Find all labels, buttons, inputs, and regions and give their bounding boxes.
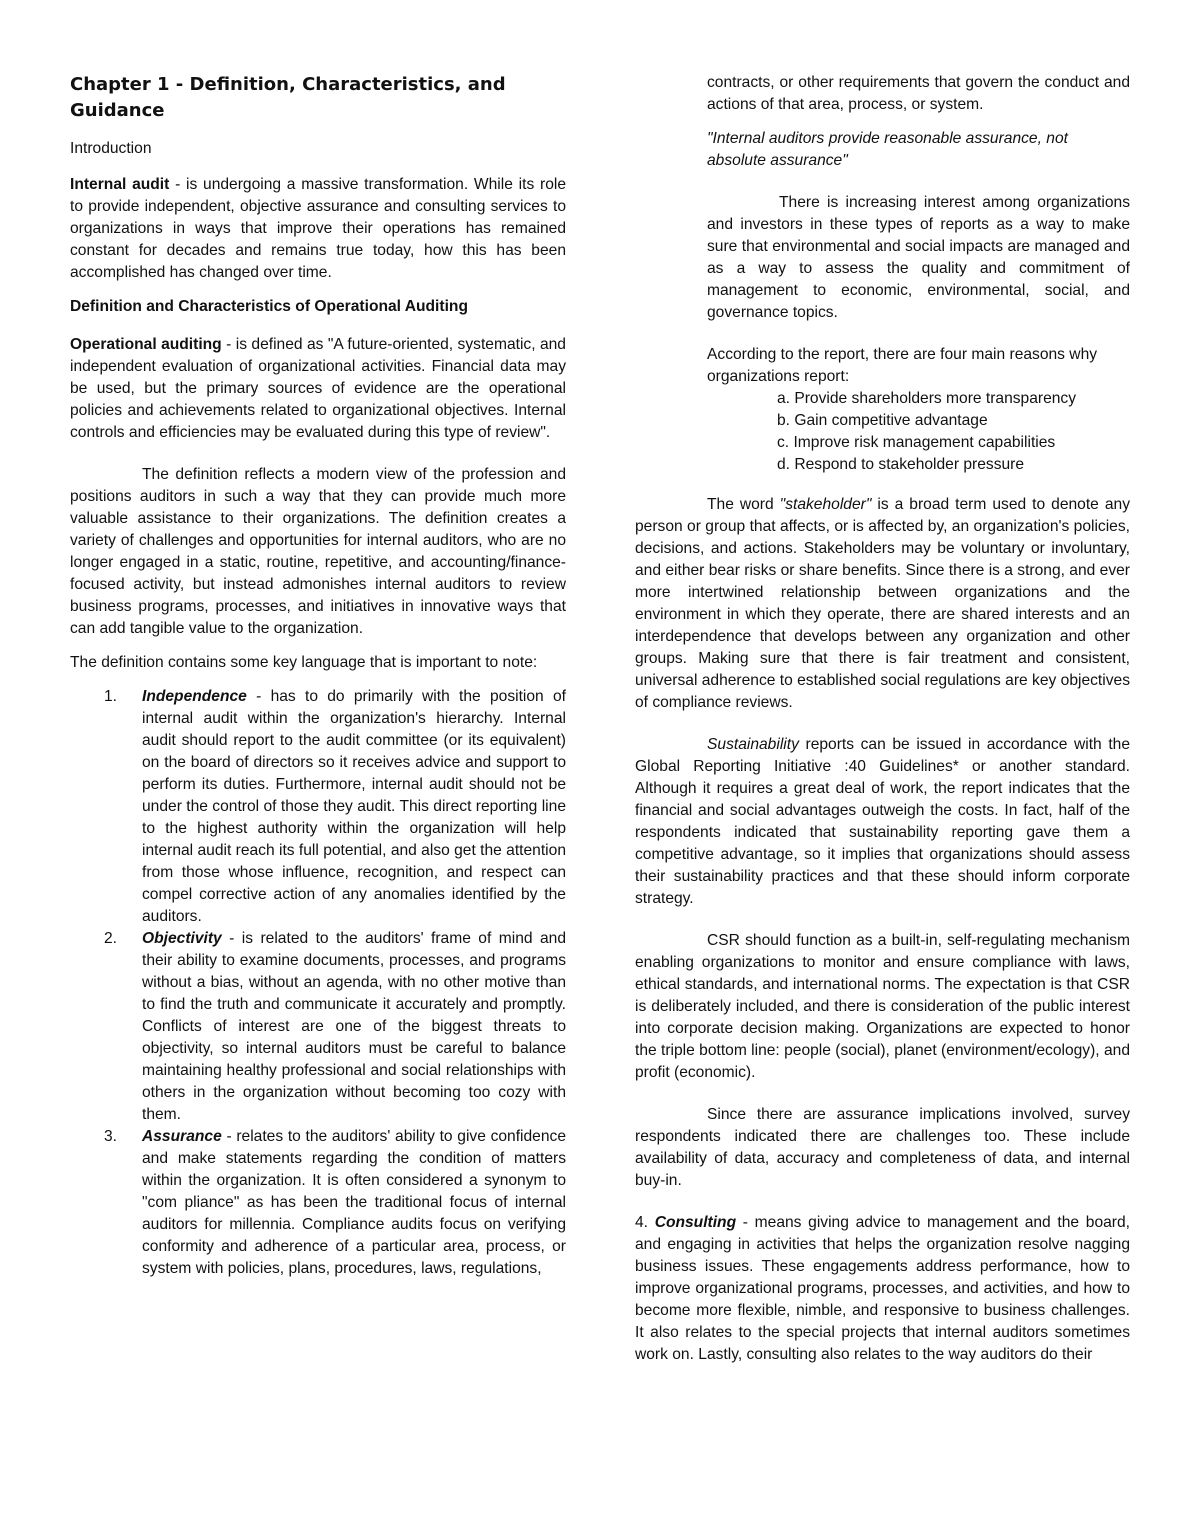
right-column [635,72,1130,1378]
reasons-list [635,388,1130,476]
consulting-number: 4. [635,1214,655,1231]
csr-paragraph: CSR should function as a built-in, self-regulating mechanism enabling organizations to monitor and ensure compliance with laws, ethical standards, and international norms. The expectation is that CSR is deliberately included, and there is consideration of the public interest into corporate decision making. Organizations are expected to honor the triple bottom line: people (social), planet (environment/ecology), and profit (economic). [635,932,1130,1081]
operational-auditing-term: Operational auditing [70,336,222,353]
interest-paragraph: There is increasing interest among organizations and investors in these types of reports as a way to make sure that environmental and social impacts are managed and as a way to assess the quality and commitment of management to economic, environmental, social, and governance topics. [707,194,1130,321]
internal-audit-term: Internal audit [70,176,170,193]
stakeholder-lead: The word [707,496,780,513]
list-item-objectivity [70,928,566,1126]
operational-auditing-paragraph [70,334,566,444]
reason-item: c. Improve risk management capabilities [777,434,1056,451]
assurance-text: - relates to the auditors' ability to give confidence and make statements regarding the condition of matters within the organization. It is often considered a synonym to "com pliance" as has been the traditional focus of internal auditors for millennia. Compliance audits focus on verifying conformity and adherence of a particular area, process, or system with policies, plans, procedures, laws, regulations, [142,1128,566,1277]
report-intro-paragraph: According to the report, there are four main reasons why organizations report: [707,346,1098,385]
key-language-list [70,686,566,1280]
objectivity-term: Objectivity [142,930,222,947]
independence-term: Independence [142,688,247,705]
definition-reflects-paragraph: The definition reflects a modern view of the profession and positions auditors in such a way that they can provide much more valuable assistance to their organizations. The definition creates a variety of challenges and opportunities for internal auditors, who are no longer engaged in a static, routine, repetitive, and accounting/finance-focused activity, but instead admonishes internal auditors to review business programs, processes, and initiatives in innovative ways that can add tangible value to the organization. [70,466,566,637]
internal-audit-paragraph [70,174,566,284]
list-number: 1. [104,688,118,705]
consulting-paragraph [635,1212,1130,1366]
left-column [70,72,566,1280]
stakeholder-paragraph [635,494,1130,714]
objectivity-text: - is related to the auditors' frame of mind and their ability to examine documents, processes, and programs without a bias, without an agenda, with no other motive than to find the truth and communicate it accurately and promptly. Conflicts of interest are one of the biggest threats to objectivity, so internal auditors must be careful to balance maintaining healthy professional and social relationships with others in the organization without becoming too cozy with them. [142,930,566,1123]
assurance-term: Assurance [142,1128,222,1145]
key-language-paragraph: The definition contains some key language that is important to note: [70,654,538,671]
stakeholder-term: "stakeholder" [779,496,872,513]
consulting-text: - means giving advice to management and the board, and engaging in activities that helps the organization resolve nagging business issues. These engagements address performance, how to improve organizational programs, processes, and activities, and how to become more flexible, nimble, and responsive to business challenges. It also relates to the special projects that internal auditors sometimes work on. Lastly, consulting also relates to the way auditors do their [635,1214,1130,1363]
list-number: 2. [104,930,118,947]
intro-label: Introduction [70,140,152,157]
list-item-assurance [70,1126,566,1280]
list-item-independence [70,686,566,928]
list-number: 3. [104,1128,118,1145]
independence-text: - has to do primarily with the position of internal audit within the organization's hierarchy. Internal audit should report to the audit committee (or its equivalent) on the board of directors so it receives advice and support to perform its duties. Furthermore, internal audit should not be under the control of those they audit. This direct reporting line to the highest authority within the organization will help internal audit reach its full potential, and also get the attention from those whose influence, recognition, and respect can compel corrective action of any anomalies identified by the auditors. [142,688,566,925]
assurance-quote: "Internal auditors provide reasonable assurance, not absolute assurance" [707,130,1068,169]
operational-auditing-text: - is defined as "A future-oriented, systematic, and independent evaluation of organizational activities. Financial data may be used, but the primary sources of evidence are the operational policies and achievements related to organizational objectives. Internal controls and efficiencies may be evaluated during this type of review". [70,336,566,441]
consulting-term: Consulting [654,1214,737,1231]
chapter-title: Chapter 1 - Definition, Characteristics, and Guidance [70,74,506,121]
sustainability-term: Sustainability [707,736,799,753]
reason-item: b. Gain competitive advantage [777,412,988,429]
internal-audit-text: - is undergoing a massive transformation. While its role to provide independent, objective assurance and consulting services to organizations in ways that improve their operations has remained constant for decades and remains true today, how this has been accomplished has changed over time. [70,176,567,281]
sustainability-paragraph [635,734,1130,910]
sustainability-text: reports can be issued in accordance with the Global Reporting Initiative :40 Guidelines* or another standard. Although it requires a great deal of work, the report indicates that the financial and social advantages outweigh the costs. In fact, half of the respondents indicated that sustainability reporting gave them a competitive advantage, so it implies that organizations should assess their sustainability practices and that these should inform corporate strategy. [635,736,1130,907]
reason-item: a. Provide shareholders more transparency [777,390,1077,407]
assurance-implications-paragraph: Since there are assurance implications involved, survey respondents indicated there are challenges too. These include availability of data, accuracy and completeness of data, and internal buy-in. [635,1106,1130,1189]
continuation-paragraph: contracts, or other requirements that govern the conduct and actions of that area, process, or system. [707,74,1130,113]
section-heading: Definition and Characteristics of Operational Auditing [70,298,468,315]
stakeholder-text: is a broad term used to denote any person or group that affects, or is affected by, an organization's policies, decisions, and actions. Stakeholders may be voluntary or involuntary, and either bear risks or share benefits. Since there is a strong, and ever more intertwined relationship between organizations and the environment in which they operate, there are shared interests and an interdependence that develops between any organization and other groups. Making sure that there is fair treatment and consistent, universal adherence to established social regulations are key objectives of compliance reviews. [635,496,1130,711]
reason-item: d. Respond to stakeholder pressure [777,456,1025,473]
